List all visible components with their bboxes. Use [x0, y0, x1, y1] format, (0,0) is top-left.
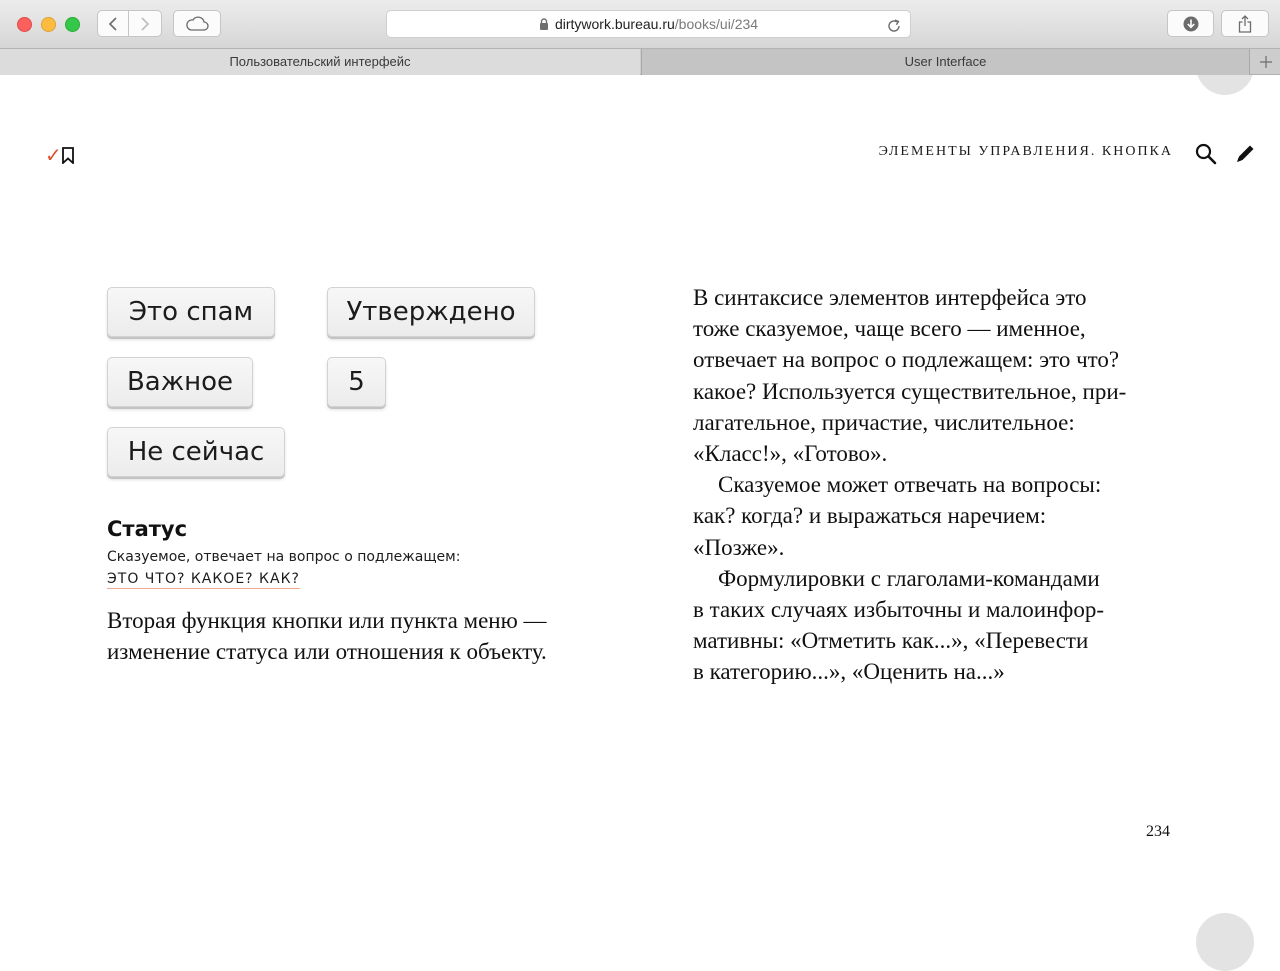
important-button[interactable]: Важное	[107, 357, 253, 407]
body-line: лагательное, причастие, числительное:	[693, 409, 1075, 435]
status-heading: Статус	[107, 517, 188, 541]
body-line: Сказуемое может отвечать на вопросы:	[718, 472, 1102, 498]
url-path: /books/ui/234	[674, 16, 759, 32]
not-now-button[interactable]: Не сейчас	[107, 427, 285, 477]
close-window-button[interactable]	[17, 17, 32, 32]
plus-icon	[1260, 56, 1272, 68]
body-text	[693, 282, 1183, 688]
approved-button[interactable]: Утверждено	[327, 287, 535, 337]
body-line: «Позже».	[693, 534, 785, 560]
body-line: какое? Используется существительное, при-	[693, 378, 1127, 404]
page-scroll-down-handle[interactable]	[1196, 913, 1254, 971]
body-line: отвечает на вопрос о подлежащем: это что?	[693, 347, 1120, 373]
body-line: «Класс!», «Готово».	[693, 441, 888, 467]
body-line: тоже сказуемое, чаще всего — именное,	[693, 316, 1086, 342]
rating-five-button[interactable]: 5	[327, 357, 386, 407]
status-questions: ЭТО ЧТО? КАКОЕ? КАК?	[107, 571, 300, 587]
page-number: 234	[1146, 823, 1170, 840]
spam-button[interactable]: Это спам	[107, 287, 275, 337]
url-host: dirtywork.bureau.ru	[554, 16, 675, 32]
tab-english[interactable]: User Interface	[641, 49, 1249, 75]
bookmark-toggle[interactable]	[45, 145, 74, 165]
bookmark-icon	[62, 147, 74, 164]
status-subtitle: Сказуемое, отвечает на вопрос о подлежащем:	[107, 549, 461, 565]
section-title[interactable]: ЭЛЕМЕНТЫ УПРАВЛЕНИЯ. КНОПКА	[878, 144, 1173, 159]
browser-toolbar	[0, 0, 1280, 48]
share-icon	[1238, 15, 1252, 33]
chevron-left-icon	[108, 17, 118, 31]
search-icon[interactable]	[1195, 143, 1217, 170]
download-icon	[1183, 16, 1199, 32]
share-button[interactable]	[1221, 10, 1269, 37]
body-line: в таких случаях избыточны и малоинфор-	[693, 597, 1104, 623]
body-line: как? когда? и выражаться наречием:	[693, 503, 1047, 529]
cloud-icon	[185, 16, 209, 32]
zoom-window-button[interactable]	[65, 17, 80, 32]
body-line: мативны: «Отметить как...», «Перевести	[693, 628, 1089, 654]
lock-icon	[539, 12, 549, 38]
address-bar[interactable]	[386, 10, 911, 38]
tab-russian[interactable]: Пользовательский интерфейс	[0, 49, 640, 75]
checkmark-icon: ✓	[45, 143, 62, 167]
icloud-tabs-button[interactable]	[173, 10, 221, 37]
body-line: в категорию...», «Оценить на...»	[693, 659, 1005, 685]
chevron-right-icon	[140, 17, 150, 31]
new-tab-button[interactable]	[1249, 49, 1280, 75]
pencil-icon[interactable]	[1235, 143, 1256, 169]
body-line: Формулировки с глаголами-командами	[718, 565, 1100, 591]
forward-button[interactable]	[129, 10, 162, 37]
status-paragraph: Вторая функция кнопки или пункта меню — изменение статуса или отношения к объекту.	[107, 608, 547, 664]
body-line: В синтаксисе элементов интерфейса это	[693, 285, 1087, 310]
reload-icon[interactable]	[886, 16, 902, 42]
minimize-window-button[interactable]	[41, 17, 56, 32]
tab-bar	[0, 48, 1280, 75]
downloads-button[interactable]	[1167, 10, 1214, 37]
back-button[interactable]	[97, 10, 129, 37]
